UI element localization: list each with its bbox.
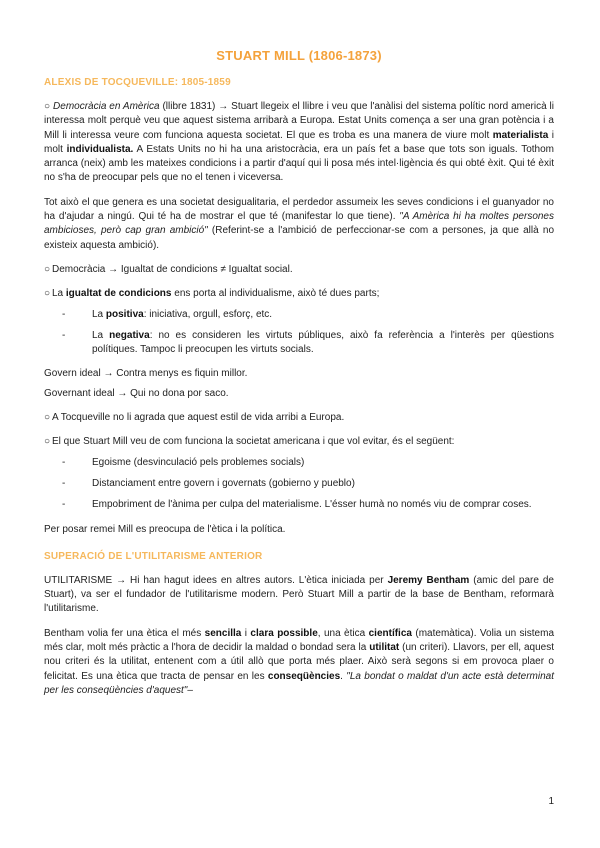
paragraph-utilitarisme: UTILITARISME → Hi han hagut idees en altres autors. L'ètica iniciada per Jeremy Bentham (amic del pare de Stuart), va ser el fundador de l'utilitarisme modern. Però Stuart Mill a partir de la base de Bentham, reformarà l'utilitarisme.: [44, 574, 554, 615]
dash-bullet: -: [62, 477, 66, 489]
list-item: - La positiva: iniciativa, orgull, esforç, etc.: [44, 308, 554, 322]
dash-bullet: -: [62, 308, 66, 320]
list-item: - Egoisme (desvinculació pels problemes socials): [44, 456, 554, 470]
circle-bullet: ○: [44, 412, 51, 424]
paragraph-democracia-igualtat: ○ Democràcia → Igualtat de condicions ≠ Igualtat social.: [44, 263, 554, 277]
quote: "La bondat o maldat d'un acte està determinat per les conseqüències d'aquest": [44, 670, 554, 696]
paragraph-governant-ideal: Governant ideal → Qui no dona por saco.: [44, 387, 229, 399]
list-item: - Distanciament entre govern i governats (gobierno y pueblo): [44, 477, 554, 491]
circle-bullet: ○: [44, 436, 51, 448]
page-title: STUART MILL (1806-1873): [216, 48, 382, 63]
list-item: - Empobriment de l'ànima per culpa del materialisme. L'ésser humà no només viu de comprar coses.: [44, 498, 554, 512]
circle-bullet: ○: [44, 288, 51, 300]
circle-bullet: ○: [44, 101, 51, 112]
section-heading-utilitarisme: SUPERACIÓ DE L'UTILITARISME ANTERIOR: [44, 550, 263, 562]
list-problems: [44, 456, 554, 513]
quote: "A Amèrica hi ha moltes persones ambicioses, però cap gran ambició": [44, 211, 554, 237]
paragraph-bentham: Bentham volia fer una ètica el més sencilla i clara possible, una ètica científica (matemàtica). Volia un sistema més clar, molt més pràctic a l'hora de decidir la maldad o bondad sera la utilitat (un criteri). Llavors, per ell, aquest nou criteri és la utilitat, entenent com a útil allò que porta més plaer. Això serà segons si em provoca plaer o felicitat. Es una ètica que tracta de pensar en les conseqüències. "La bondat o maldat d'un acte està determinat per les conseqüències d'aquest"–: [44, 627, 555, 696]
paragraph-stuart-mill-veu: ○ El que Stuart Mill veu de com funciona la societat americana i que vol evitar, és el següent:: [44, 435, 554, 449]
paragraph-democracia-america: ○ Democràcia en Amèrica (llibre 1831) → Stuart llegeix el llibre i veu que l'anàlisi del sistema polític nord americà li interessa molt perquè veu que aquest sistema arribarà a Europa. Estat Units comença a ser una gran potència i a Mill li interessa veure com funciona aquesta societat. El que es troba es una manera de viure molt materialista i molt individualista. A Estats Units no hi ha una aristocràcia, era un país fet a base que tots son iguals. Tothom arranca (neix) amb les mateixes condicions i a partir d'aquí qui li posa més intel·ligència és qui obté èxit. Qui té èxit no s'ha de preocupar pels que no el tenen i viceversa.: [44, 101, 555, 184]
paragraph-igualtat-condicions: ○ La igualtat de condicions ens porta al individualisme, això té dues parts;: [44, 287, 554, 301]
paragraph-govern-ideal: Govern ideal → Contra menys es fiquin millor.: [44, 368, 248, 380]
dash-bullet: -: [62, 499, 66, 511]
paragraph-tocqueville-europa: ○ A Tocqueville no li agrada que aquest estil de vida arribi a Europa.: [44, 411, 554, 425]
circle-bullet: ○: [44, 263, 51, 275]
section-heading-tocqueville: ALEXIS DE TOCQUEVILLE: 1805-1859: [44, 77, 231, 88]
book-title: Democràcia en Amèrica: [53, 101, 160, 112]
list-item: - La negativa: no es consideren les virtuts públiques, això fa referència a l'interès per qüestions polítiques. Tampoc li preocupen les virtuts socials.: [62, 329, 554, 356]
dash-bullet: -: [62, 329, 66, 341]
paragraph-societat-desigualitaria: Tot això el que genera es una societat desigualitaria, el perdedor assumeix les seves condicions i el guanyador no ha d'ajudar a ningú. Qui té ha de mostrar el que té (manifestar lo que tiene). "A Amèrica hi ha moltes persones ambicioses, però cap gran ambició" (Referint-se a l'ambició de perfeccionar-se com a persones, ja que allà no existeix aquesta ambició).: [44, 196, 554, 251]
dash-bullet: -: [62, 456, 66, 468]
paragraph-remei: Per posar remei Mill es preocupa de l'ètica i la política.: [44, 523, 286, 535]
page-number: 1: [548, 796, 554, 807]
list-parts: [44, 308, 554, 358]
